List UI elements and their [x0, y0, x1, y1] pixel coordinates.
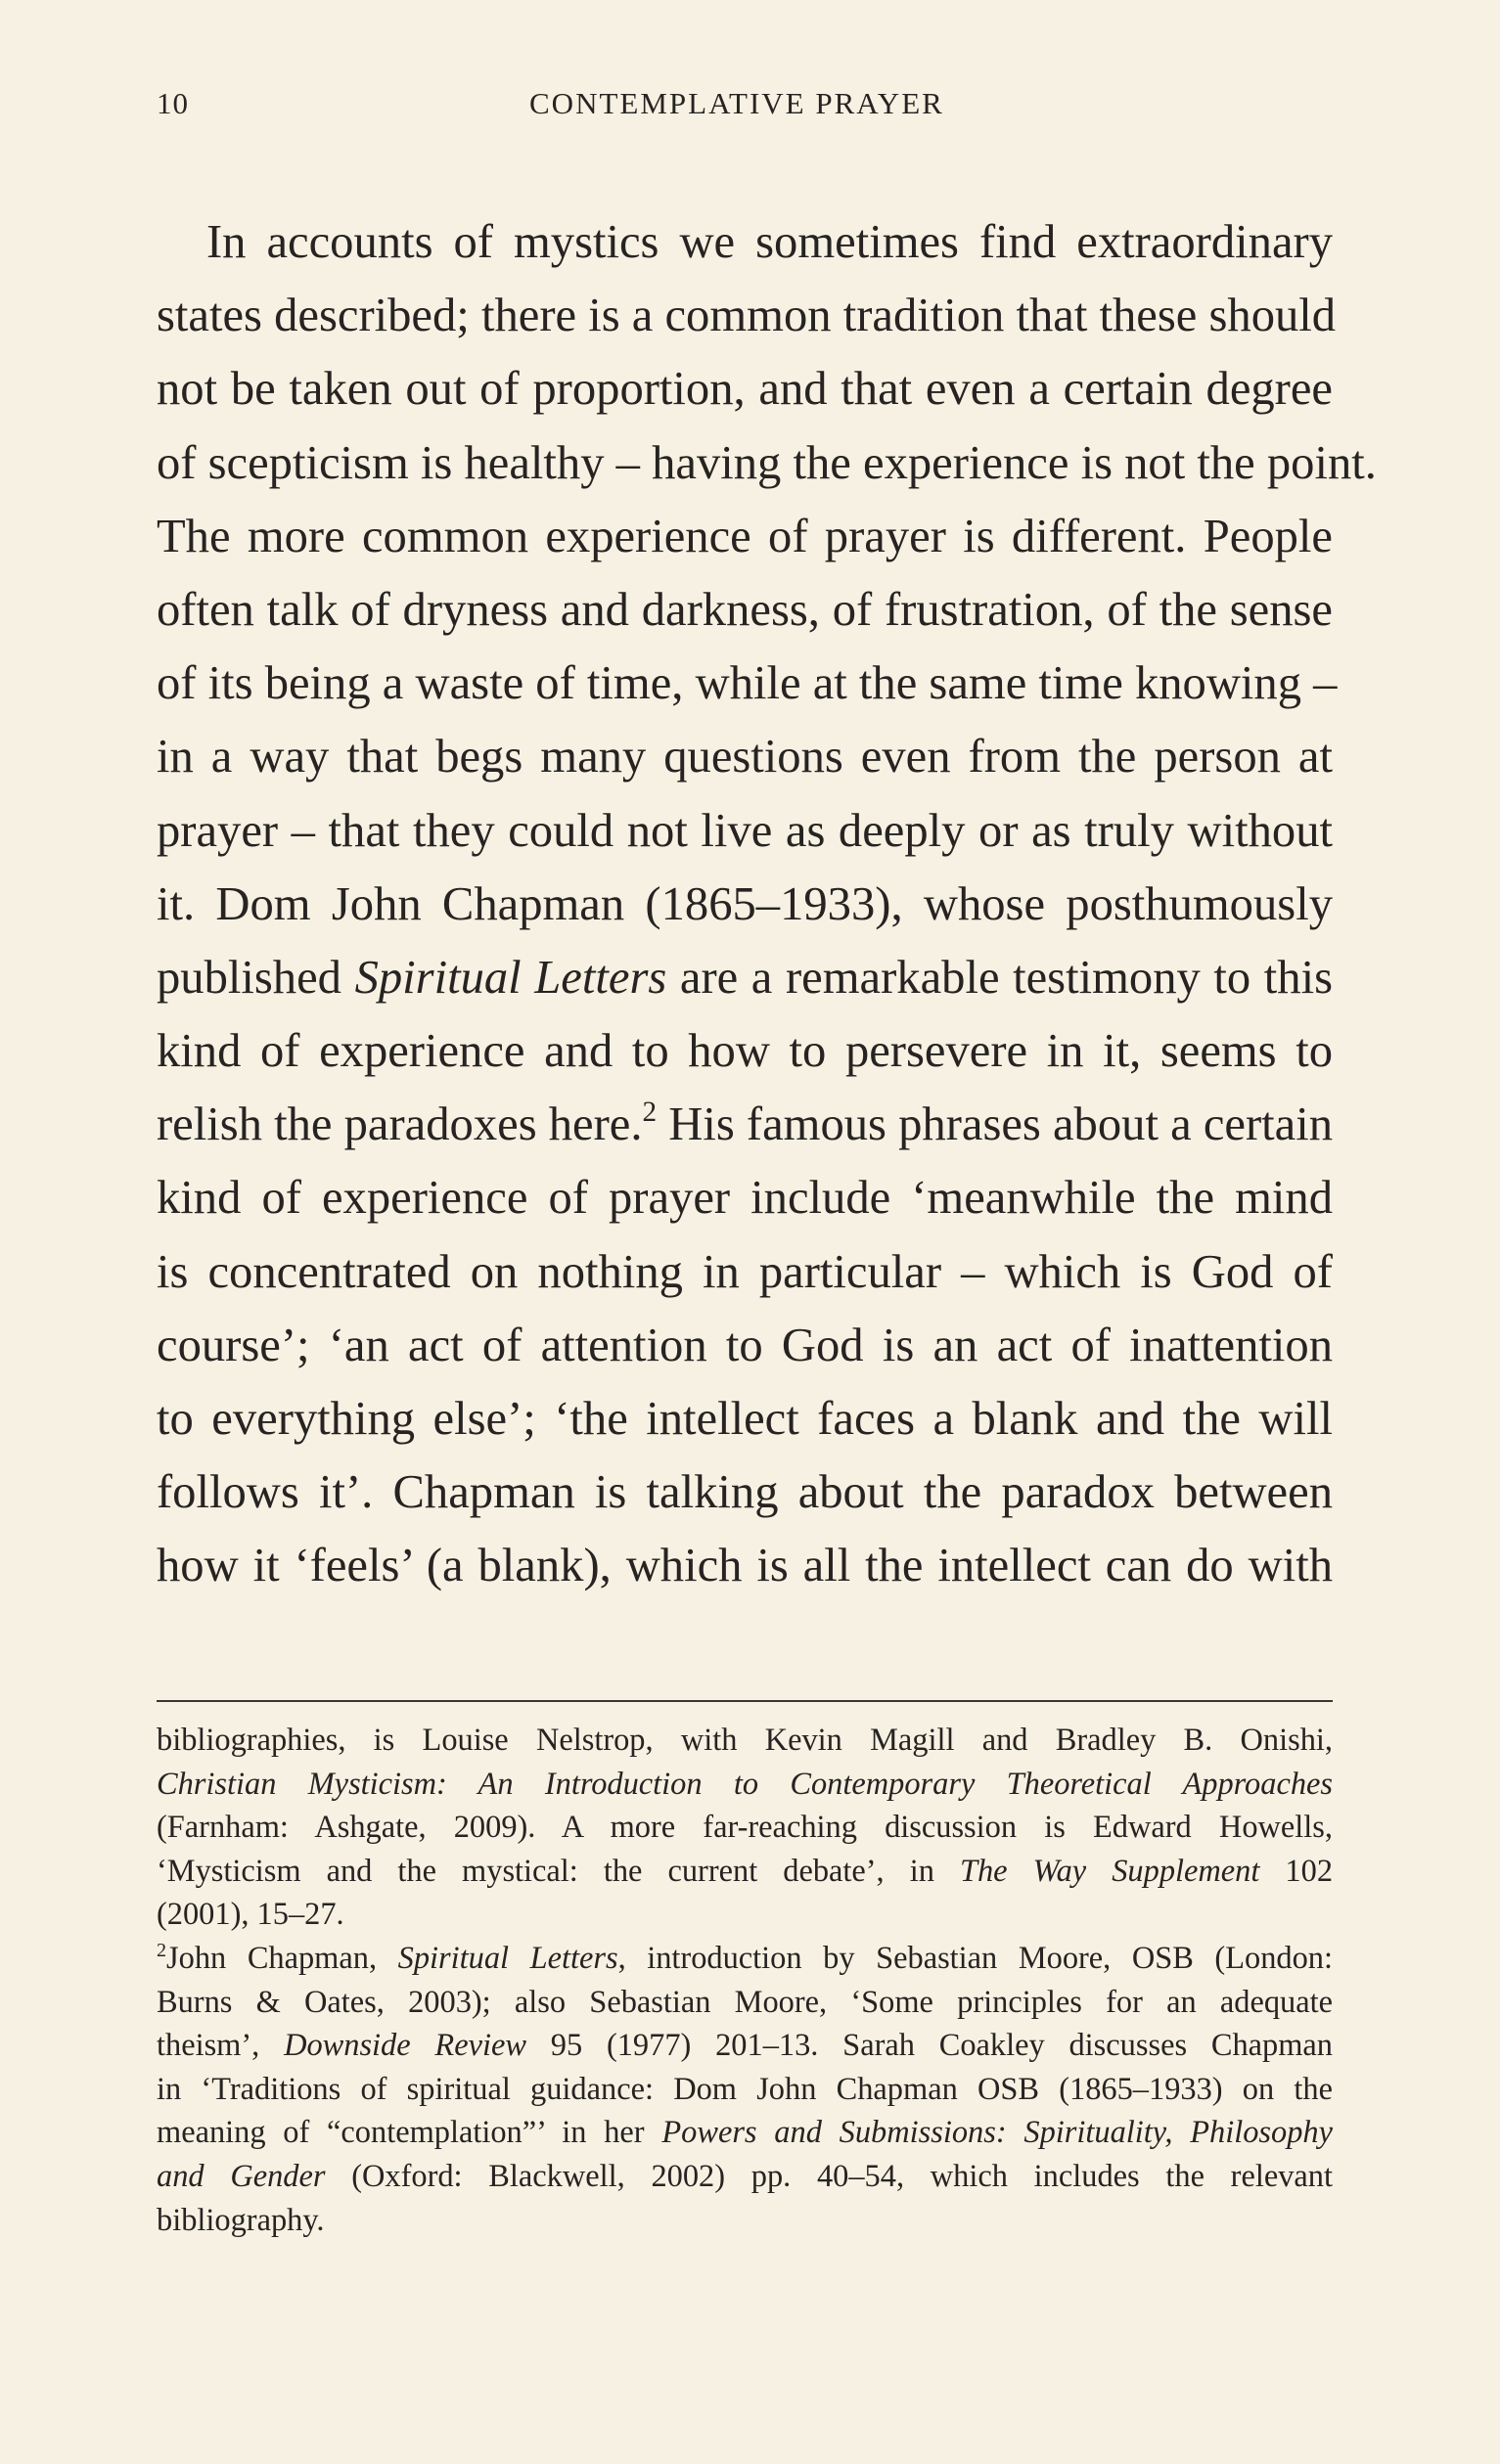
text-line — [157, 1088, 1333, 1161]
text-fragment: are a remarkable testimony to this — [679, 950, 1333, 1004]
footnote-divider — [157, 1700, 1333, 1702]
text-line: kind of experience and to how to persevere in it, seems to — [157, 1024, 1333, 1078]
footnote-line — [157, 1850, 1333, 1894]
footnote-line — [157, 1937, 1333, 1981]
footnote-line: Burns & Oates, 2003); also Sebastian Moore, ‘Some principles for an adequate — [157, 1984, 1333, 2020]
footnote-line: (Farnham: Ashgate, 2009). A more far-reaching discussion is Edward Howells, — [157, 1810, 1333, 1846]
footnote-line: (2001), 15–27. — [157, 1897, 344, 1933]
footnotes — [157, 1719, 1333, 2242]
text-fragment: (Oxford: Blackwell, 2002) pp. 40–54, which includes the relevant — [325, 2158, 1333, 2194]
journal-title-italic: Downside Review — [284, 2028, 526, 2064]
footnote-line: bibliographies, is Louise Nelstrop, with Kevin Magill and Bradley B. Onishi, — [157, 1723, 1333, 1758]
text-line: course’; ‘an act of attention to God is an act of inattention — [157, 1318, 1333, 1371]
body-paragraph — [157, 205, 1377, 1603]
running-head: CONTEMPLATIVE PRAYER — [529, 86, 944, 120]
text-line: The more common experience of prayer is different. People — [157, 509, 1333, 562]
journal-title-italic: The Way Supplement — [959, 1853, 1260, 1889]
text-line: often talk of dryness and darkness, of frustration, of the sense — [157, 582, 1333, 636]
footnote-line: bibliography. — [157, 2202, 325, 2238]
text-fragment: John Chapman, — [166, 1940, 398, 1976]
text-line: to everything else’; ‘the intellect faces a blank and the will — [157, 1392, 1333, 1445]
book-title-italic: Spiritual Letters — [354, 950, 667, 1004]
text-fragment: His famous phrases about a certain — [657, 1098, 1334, 1151]
text-line: follows it’. Chapman is talking about the paradox between — [157, 1465, 1333, 1519]
text-line: states described; there is a common tradition that these should — [157, 289, 1337, 342]
book-title-italic: Spiritual Letters — [397, 1940, 618, 1976]
text-line: of its being a waste of time, while at the same time knowing – — [157, 656, 1338, 710]
text-line: it. Dom John Chapman (1865–1933), whose posthumously — [157, 876, 1333, 930]
text-line: In accounts of mystics we sometimes find extraordinary — [206, 215, 1333, 268]
text-fragment: theism’, — [157, 2028, 285, 2064]
text-line: how it ‘feels’ (a blank), which is all the intellect can do with — [157, 1539, 1333, 1592]
text-fragment: , introduction by Sebastian Moore, OSB (London: — [617, 1940, 1333, 1976]
footnote-line — [157, 2155, 1333, 2199]
text-fragment: published — [157, 950, 341, 1004]
text-line: of scepticism is healthy – having the experience is not the point. — [157, 435, 1377, 489]
text-fragment: ‘Mysticism and the mystical: the current debate’, in — [157, 1853, 960, 1889]
text-fragment: 102 — [1259, 1853, 1334, 1889]
book-title-italic: Christian Mysticism: An Introduction to Contemporary Theoretical Approaches — [157, 1766, 1333, 1802]
text-line: prayer – that they could not live as deeply or as truly without — [157, 803, 1333, 857]
text-line: is concentrated on nothing in particular – which is God of — [157, 1244, 1333, 1298]
footnote-line — [157, 1763, 1333, 1807]
footnote-marker: 2 — [157, 1939, 167, 1961]
text-fragment: relish the paradoxes here. — [157, 1098, 643, 1151]
page-number: 10 — [157, 86, 189, 120]
text-line: not be taken out of proportion, and that even a certain degree — [157, 362, 1333, 416]
footnote-line — [157, 2024, 1333, 2068]
text-line: kind of experience of prayer include ‘meanwhile the mind — [157, 1171, 1333, 1225]
footnote-line — [157, 2111, 1333, 2155]
footnote-reference: 2 — [642, 1097, 658, 1129]
text-fragment: meaning of “contemplation”’ in her — [157, 2115, 662, 2151]
book-title-italic: and Gender — [157, 2158, 326, 2194]
book-title-italic: Powers and Submissions: Spirituality, Philosophy — [661, 2115, 1333, 2151]
text-line — [157, 941, 1333, 1014]
footnote-line: in ‘Traditions of spiritual guidance: Dom John Chapman OSB (1865–1933) on the — [157, 2071, 1333, 2107]
text-line: in a way that begs many questions even from the person at — [157, 730, 1333, 784]
text-fragment: 95 (1977) 201–13. Sarah Coakley discusses Chapman — [525, 2028, 1333, 2064]
